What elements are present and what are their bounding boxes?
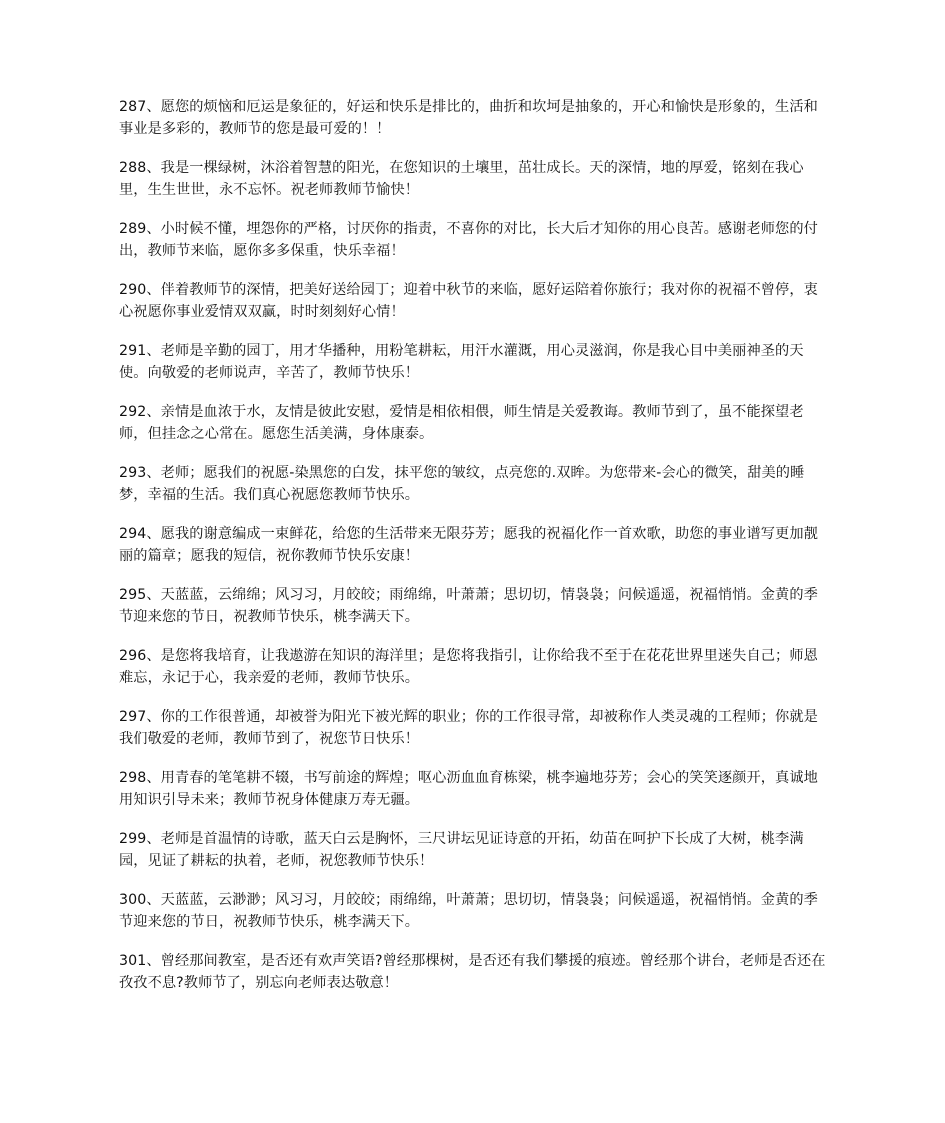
- paragraph-287: 287、愿您的烦恼和厄运是象征的，好运和快乐是排比的，曲折和坎坷是抽象的，开心和愉快是形象的，生活和事业是多彩的，教师节的您是最可爱的！！: [119, 99, 818, 137]
- paragraph-294: 294、愿我的谢意编成一束鲜花，给您的生活带来无限芬芳；愿我的祝福化作一首欢歌，助您的事业谱写更加靓丽的篇章；愿我的短信，祝你教师节快乐安康！: [119, 526, 818, 564]
- paragraph-295: 295、天蓝蓝，云绵绵；风习习，月皎皎；雨绵绵，叶萧萧；思切切，情袅袅；问候遥遥，祝福悄悄。金黄的季节迎来您的节日，祝教师节快乐，桃李满天下。: [119, 587, 818, 625]
- paragraph-296: 296、是您将我培育，让我遨游在知识的海洋里；是您将我指引，让你给我不至于在花花世界里迷失自己；师恩难忘，永记于心，我亲爱的老师，教师节快乐。: [119, 648, 818, 686]
- paragraph-293: 293、老师；愿我们的祝愿-染黑您的白发，抹平您的皱纹，点亮您的.双眸。为您带来-会心的微笑，甜美的睡梦，幸福的生活。我们真心祝愿您教师节快乐。: [119, 465, 805, 503]
- paragraph-297: 297、你的工作很普通，却被誉为阳光下被光辉的职业；你的工作很寻常，却被称作人类灵魂的工程师；你就是我们敬爱的老师，教师节到了，祝您节日快乐！: [119, 709, 818, 747]
- paragraph-299: 299、老师是首温情的诗歌，蓝天白云是胸怀，三尺讲坛见证诗意的开拓，幼苗在呵护下长成了大树，桃李满园，见证了耕耘的执着，老师，祝您教师节快乐！: [119, 831, 804, 869]
- paragraph-288: 288、我是一棵绿树，沐浴着智慧的阳光，在您知识的土壤里，茁壮成长。天的深情，地的厚爱，铭刻在我心里，生生世世，永不忘怀。祝老师教师节愉快！: [119, 160, 804, 198]
- paragraph-301: 301、曾经那间教室，是否还有欢声笑语?曾经那棵树，是否还有我们攀援的痕迹。曾经那个讲台，老师是否还在孜孜不息?教师节了，别忘向老师表达敬意！: [119, 953, 826, 991]
- paragraph-289: 289、小时候不懂，埋怨你的严格，讨厌你的指责，不喜你的对比，长大后才知你的用心良苦。感谢老师您的付出，教师节来临，愿你多多保重，快乐幸福！: [119, 221, 818, 259]
- document-body: [119, 96, 831, 1011]
- paragraph-300: 300、天蓝蓝，云渺渺；风习习，月皎皎；雨绵绵，叶萧萧；思切切，情袅袅；问候遥遥，祝福悄悄。金黄的季节迎来您的节日，祝教师节快乐，桃李满天下。: [119, 892, 818, 930]
- paragraph-292: 292、亲情是血浓于水，友情是彼此安慰，爱情是相依相偎，师生情是关爱教诲。教师节到了，虽不能探望老师，但挂念之心常在。愿您生活美满，身体康泰。: [119, 404, 804, 442]
- paragraph-298: 298、用青春的笔笔耕不辍，书写前途的辉煌；呕心沥血血育栋梁，桃李遍地芬芳；会心的笑笑逐颜开，真诚地用知识引导未来；教师节祝身体健康万寿无疆。: [119, 770, 818, 808]
- paragraph-291: 291、老师是辛勤的园丁，用才华播种，用粉笔耕耘，用汗水灌溉，用心灵滋润，你是我心目中美丽神圣的天使。向敬爱的老师说声，辛苦了，教师节快乐！: [119, 343, 804, 381]
- paragraph-290: 290、伴着教师节的深情，把美好送给园丁；迎着中秋节的来临，愿好运陪着你旅行；我对你的祝福不曾停，衷心祝愿你事业爱情双双赢，时时刻刻好心情！: [119, 282, 818, 320]
